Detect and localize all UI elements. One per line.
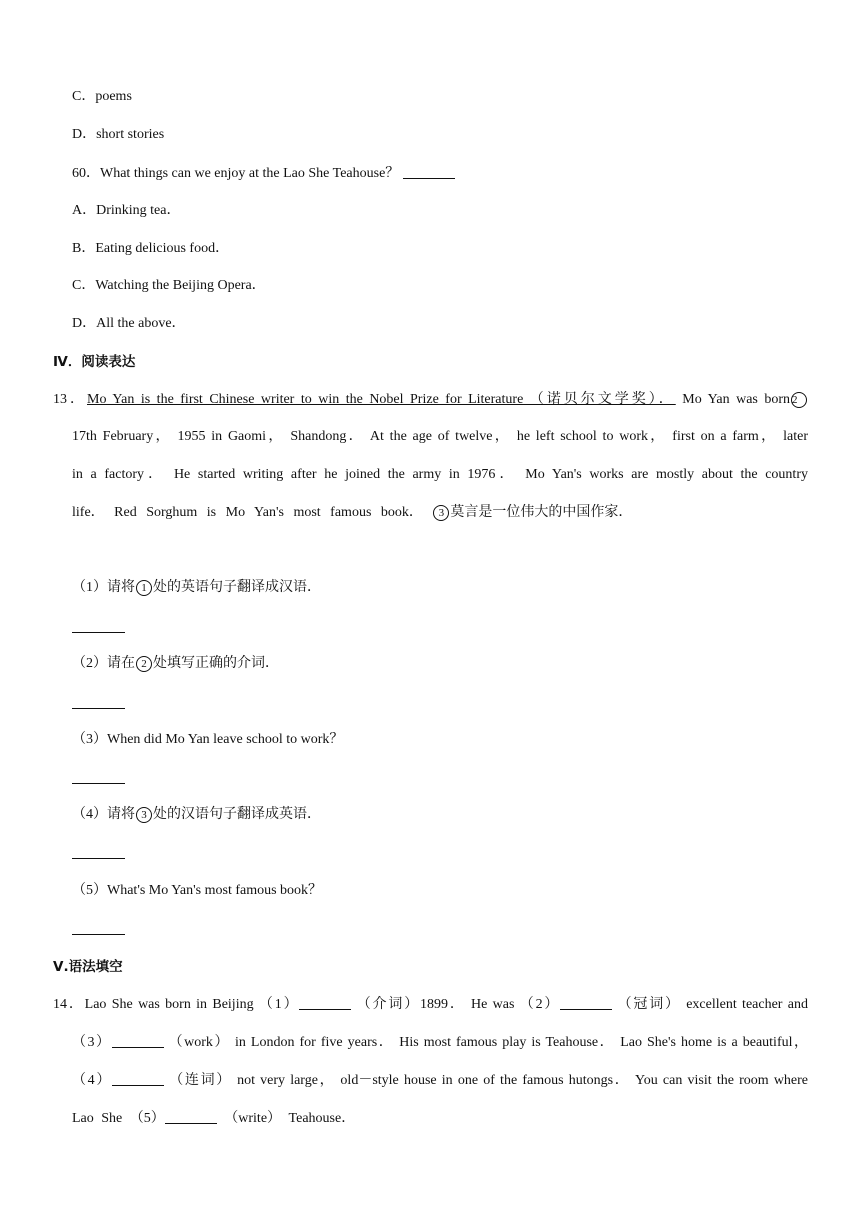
sub-question-1: [72, 579, 321, 597]
sub-2-pre: （2）请在: [72, 656, 135, 671]
q14-l4-a: Lao She （5）: [72, 1111, 165, 1126]
answer-line-1[interactable]: [72, 632, 125, 633]
blank-2[interactable]: [560, 995, 612, 1010]
blank-5[interactable]: [165, 1109, 217, 1124]
sub-1-post: 处的英语句子翻译成汉语．: [153, 580, 321, 595]
blank-4[interactable]: [112, 1071, 164, 1086]
line-4-head: life． Red Sorghum is Mo Yan's most famous book．: [72, 505, 423, 520]
sub-question-5: （5）What's Mo Yan's most famous book？: [72, 883, 323, 898]
answer-line-3[interactable]: [72, 783, 125, 784]
q14-l4-b: （write） Teahouse．: [224, 1111, 356, 1126]
circle-marker-2: 2: [791, 392, 807, 408]
question-13-line-4: [72, 504, 632, 522]
answer-blank[interactable]: [403, 164, 455, 179]
q14-l3-a: （4）: [72, 1073, 113, 1088]
option-d-short-stories: D．short stories: [72, 127, 165, 142]
question-60-text: 60．What things can we enjoy at the Lao She Teahouse？: [72, 166, 400, 181]
sub-4-post: 处的汉语句子翻译成英语．: [153, 807, 321, 822]
section-5-title: Ⅴ.语法填空: [53, 959, 123, 975]
blank-3[interactable]: [112, 1033, 164, 1048]
answer-line-2[interactable]: [72, 708, 125, 709]
option-b: B．Eating delicious food．: [72, 241, 230, 256]
question-60: [72, 164, 455, 183]
q14-l1-a: 14．Lao She was born in Beijing （1）: [53, 997, 300, 1012]
circle-marker-2b: 2: [136, 656, 152, 672]
q14-l2-a: （3）: [72, 1035, 112, 1050]
q14-l2-b: （work） in London for five years． His most famous play is Teahouse． Lao She's home is a beautiful，: [168, 1035, 809, 1050]
question-13-line-3: in a factory． He started writing after he joined the army in 1976． Mo Yan's works are mostly about the country: [72, 467, 808, 482]
answer-line-5[interactable]: [72, 934, 125, 935]
blank-1[interactable]: [299, 995, 351, 1010]
q14-l1-b: （介词）1899． He was （2）: [356, 997, 561, 1012]
answer-line-4[interactable]: [72, 858, 125, 859]
chinese-sentence-3: 莫言是一位伟大的中国作家．: [450, 505, 633, 520]
circle-marker-3: 3: [433, 505, 449, 521]
option-d: D．All the above．: [72, 316, 186, 331]
sub-question-3: （3）When did Mo Yan leave school to work？: [72, 732, 344, 747]
line-1-tail: Mo Yan was born: [682, 392, 791, 407]
question-14-line-1: [53, 995, 808, 1014]
option-c-poems: C．poems: [72, 89, 132, 104]
question-14-line-3: [72, 1071, 808, 1090]
q14-l1-c: （冠词） excellent teacher and: [617, 997, 809, 1012]
option-c: C．Watching the Beijing Opera．: [72, 278, 266, 293]
question-13-line-2: 17th February， 1955 in Gaomi， Shandong． At the age of twelve， he left school to work， first on a farm， later: [72, 429, 808, 444]
sub-1-pre: （1）请将: [72, 580, 135, 595]
sub-question-2: [72, 655, 279, 673]
question-14-line-2: [72, 1033, 808, 1052]
question-13-number: 13．: [53, 392, 87, 407]
option-a: A．Drinking tea．: [72, 203, 181, 218]
sub-question-4: [72, 806, 321, 824]
sub-2-post: 处填写正确的介词．: [153, 656, 279, 671]
underlined-sentence-1: Mo Yan is the first Chinese writer to win the Nobel Prize for Literature （诺贝尔文学奖）．: [87, 392, 676, 407]
section-4-title: Ⅳ．阅读表达: [53, 354, 136, 370]
q14-l3-b: （连词） not very large， old－style house in one of the famous hutongs． You can visit the room where: [169, 1073, 809, 1088]
question-14-line-4: [72, 1109, 355, 1128]
question-13-line-1: [53, 391, 808, 409]
sub-4-pre: （4）请将: [72, 807, 135, 822]
circle-marker-1: 1: [136, 580, 152, 596]
circle-marker-3b: 3: [136, 807, 152, 823]
